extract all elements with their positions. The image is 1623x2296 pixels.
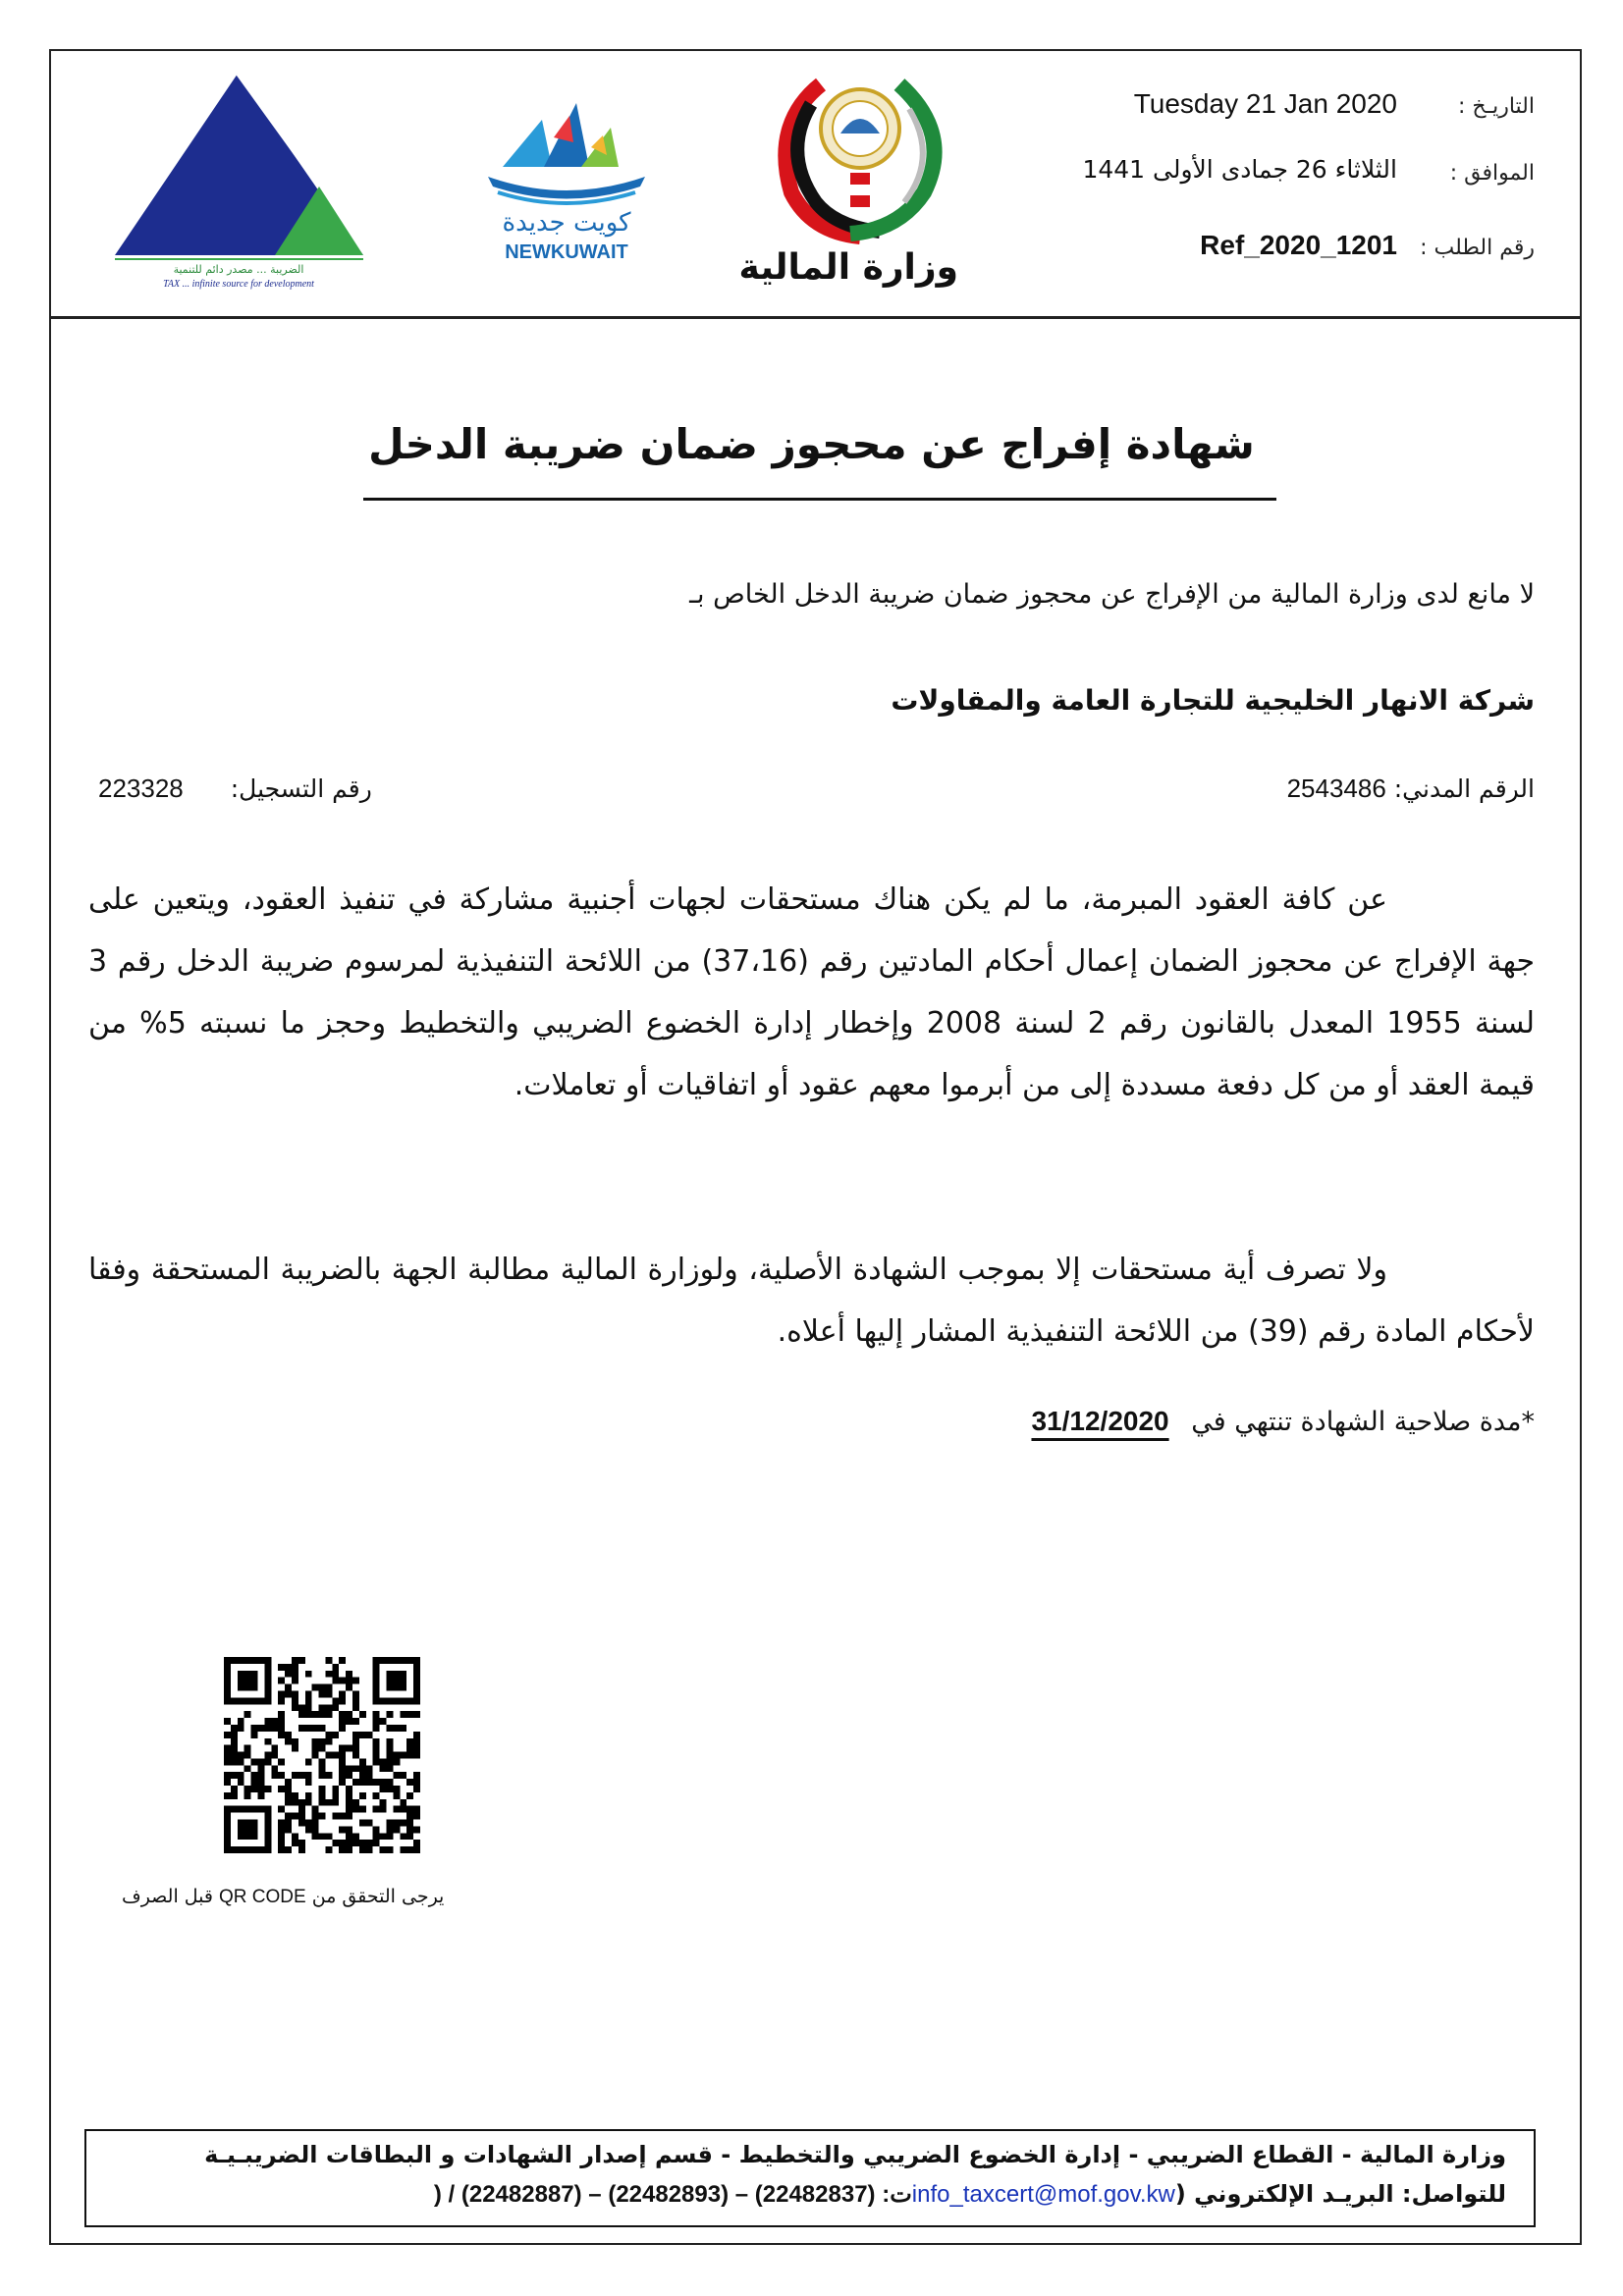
date-value: Tuesday 21 Jan 2020 [1133, 88, 1397, 119]
validity-date: 31/12/2020 [1031, 1406, 1169, 1436]
ref-value: Ref_2020_1201 [1200, 230, 1397, 260]
footer-contact-pre: للتواصل: البريـد الإلكتروني ( [1174, 2180, 1506, 2208]
date-label: التاريـخ : [1458, 94, 1535, 119]
body-paragraph-1: عن كافة العقود المبرمة، ما لم يكن هناك مستحقات لجهات أجنبية مشاركة في تنفيذ العقود، ويتعين على جهة الإفراج عن محجوز الضمان إعمال أحكام المادتين رقم (37،16) من اللائحة التنفيذية لمرسوم ضريبة الدخل رقم 3 لسنة 1955 المعدل بالقانون رقم 2 لسنة 2008 وإخطار إدارة الخضوع الضريبي والتخطيط وحجز ما نسبته 5% من قيمة العقد أو من كل دفعة مسددة إلى من أبرموا معهم عقود أو اتفاقيات أو تعاملات. [88, 882, 1535, 1102]
company-name: شركة الانهار الخليجية للتجارة العامة والمقاولات [891, 684, 1535, 717]
newkuwait-english: NEWKUWAIT [505, 241, 628, 263]
qr-note-post: قبل الصرف [122, 1886, 213, 1907]
title-underline [363, 498, 1276, 501]
tax-logo-english: TAX ... infinite source for development [163, 279, 314, 290]
footer-box [84, 2129, 1536, 2227]
hijri-value: الثلاثاء 26 جمادى الأولى 1441 [1082, 155, 1397, 184]
mof-logo-text: وزارة المالية [738, 247, 958, 288]
triangle-logo-icon [110, 71, 367, 267]
hijri-label: الموافق : [1449, 161, 1535, 186]
header-divider [49, 316, 1582, 319]
page-frame [49, 49, 1582, 2245]
validity-line [88, 1406, 1535, 1437]
qr-verification-note [122, 1886, 444, 1908]
body-paragraph-2: ولا تصرف أية مستحقات إلا بموجب الشهادة الأصلية، ولوزارة المالية مطالبة الجهة بالضريبة المستحقة وفقا لأحكام المادة رقم (39) من اللائحة التنفيذية المشار إليها أعلاه. [88, 1253, 1535, 1349]
registration-number-label: رقم التسجيل: [230, 774, 372, 803]
civil-number-field [1287, 774, 1535, 804]
registration-number-value: 223328 [98, 774, 184, 803]
footer-email-link[interactable]: info_taxcert@mof.gov.kw [911, 2181, 1175, 2208]
qr-code-icon[interactable] [224, 1657, 420, 1853]
dhow-sail-icon [483, 98, 650, 206]
qr-note-pre: يرجى التحقق من [311, 1886, 445, 1907]
civil-number-label: الرقم المدني: [1393, 774, 1535, 803]
civil-number-value: 2543486 [1286, 774, 1386, 803]
certificate-title: شهادة إفراج عن محجوز ضمان ضريبة الدخل [368, 420, 1255, 468]
ref-row [1024, 230, 1535, 273]
qr-note-code: QR CODE [219, 1887, 306, 1907]
footer-contact-line [126, 2180, 1506, 2209]
ref-label: رقم الطلب : [1420, 236, 1535, 260]
intro-text: لا مانع لدى وزارة المالية من الإفراج عن محجوز ضمان ضريبة الدخل الخاص بـ [689, 579, 1535, 610]
kuwait-emblem-icon [762, 65, 958, 251]
date-row [1024, 88, 1535, 132]
registration-number-field [98, 774, 372, 804]
validity-label: *مدة صلاحية الشهادة تنتهي في [1191, 1407, 1535, 1437]
footer-phones: ) / ت: (22482837) – (22482893) – (22482887) [433, 2181, 912, 2208]
newkuwait-logo [483, 98, 650, 275]
newkuwait-arabic: كويت جديدة [502, 208, 631, 238]
tax-logo-arabic: الضريبة ... مصدر دائم للتنمية [173, 263, 304, 276]
mof-logo [738, 65, 958, 300]
footer-department-line: وزارة المالية - القطاع الضريبي - إدارة الخضوع الضريبي والتخطيط - قسم إصدار الشهادات و البطاقات الضريبـيـة [204, 2141, 1506, 2168]
hijri-row [1024, 155, 1535, 198]
tax-logo [110, 71, 367, 296]
